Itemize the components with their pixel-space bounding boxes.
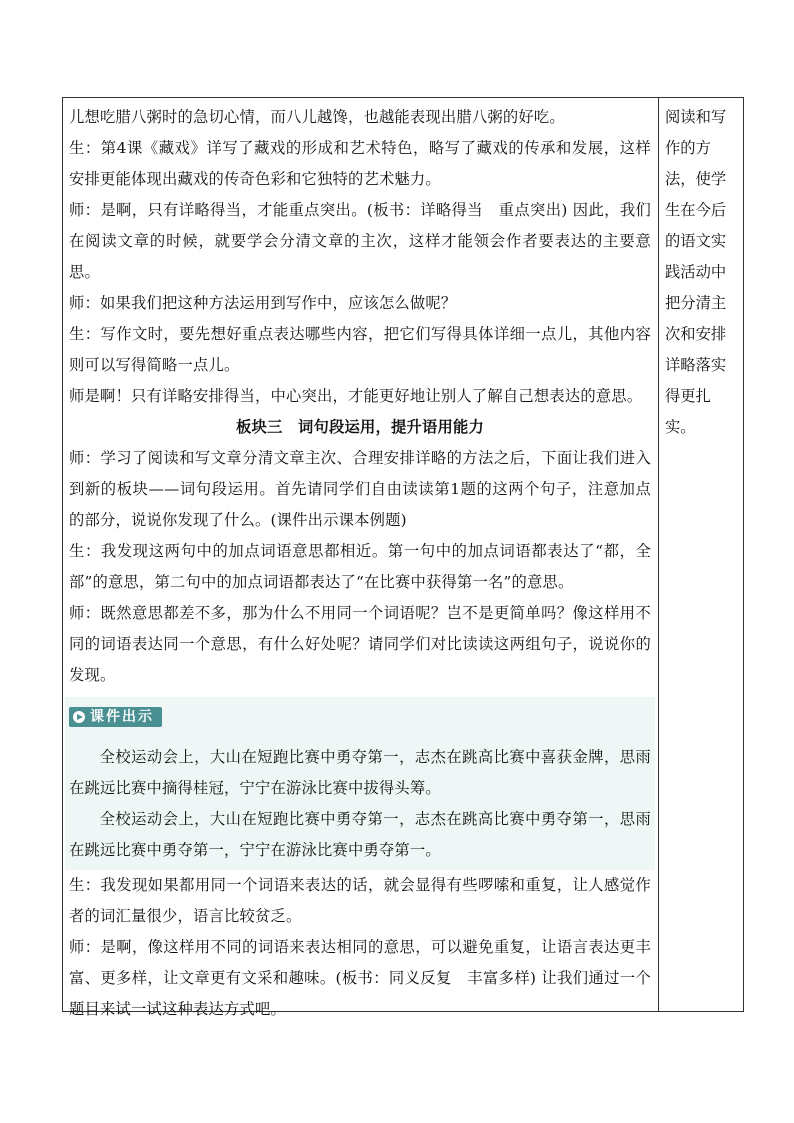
paragraph: 师是啊！只有详略安排得当，中心突出，才能更好地让别人了解自己想表达的意思。	[69, 387, 643, 405]
paragraph: 师：如果我们把这种方法运用到写作中，应该怎么做呢？	[69, 294, 457, 312]
slide-label-tab	[69, 707, 162, 727]
slide-sentence: 全校运动会上，大山在短跑比赛中勇夺第一，志杰在跳高比赛中喜获金牌，思雨在跳远比赛中摘得桂冠，宁宁在游泳比赛中拔得头筹。	[69, 748, 651, 797]
slide-box	[65, 697, 655, 870]
paragraph: 师：是啊，像这样用不同的词语来表达相同的意思，可以避免重复，让语言表达更丰富、更多样，让文章更有文采和趣味。(板书：同义反复 丰富多样) 让我们通过一个题目来试一试这种表达方式吧。	[69, 938, 651, 1018]
paragraph: 师：学习了阅读和写文章分清文章主次、合理安排详略的方法之后，下面让我们进入到新的板块——词句段运用。首先请同学们自由读读第1题的这两个句子，注意加点的部分，说说你发现了什么。(课件出示课本例题)	[69, 449, 651, 529]
paragraph: 生：我发现如果都用同一个词语来表达的话，就会显得有些啰嗦和重复，让人感觉作者的词汇量很少，语言比较贫乏。	[69, 876, 651, 925]
paragraph: 师：既然意思都差不多，那为什么不用同一个词语呢？岂不是更简单吗？像这样用不同的词语表达同一个意思，有什么好处呢？请同学们对比读读这两组句子，说说你的发现。	[69, 604, 651, 684]
column-divider	[658, 98, 659, 1011]
play-icon	[73, 711, 85, 723]
paragraph: 生：第4课《藏戏》详写了藏戏的形成和艺术特色，略写了藏戏的传承和发展，这样安排更能体现出藏戏的传奇色彩和它独特的艺术魅力。	[69, 139, 651, 188]
side-note: 阅读和写作的方法，使学生在今后的语文实践活动中把分清主次和安排详略落实得更扎实。	[665, 108, 727, 436]
lesson-content	[69, 102, 651, 1025]
slide-sentence: 全校运动会上，大山在短跑比赛中勇夺第一，志杰在跳高比赛中勇夺第一，思雨在跳远比赛中勇夺第一，宁宁在游泳比赛中勇夺第一。	[69, 810, 651, 859]
paragraph: 生：我发现这两句中的加点词语意思都相近。第一句中的加点词语都表达了“都，全部”的意思，第二句中的加点词语都表达了“在比赛中获得第一名”的意思。	[69, 542, 651, 591]
paragraph: 生：写作文时，要先想好重点表达哪些内容，把它们写得具体详细一点儿，其他内容则可以写得简略一点儿。	[69, 325, 651, 374]
slide-label: 课件出示	[90, 709, 154, 725]
section-heading: 板块三 词句段运用，提升语用能力	[236, 418, 484, 436]
paragraph: 师：是啊，只有详略得当，才能重点突出。(板书：详略得当 重点突出) 因此，我们在阅读文章的时候，就要学会分清文章的主次，这样才能领会作者要表达的主要意思。	[69, 201, 651, 281]
lesson-table	[62, 97, 744, 1018]
paragraph: 儿想吃腊八粥时的急切心情，而八儿越馋，也越能表现出腊八粥的好吃。	[69, 108, 565, 126]
